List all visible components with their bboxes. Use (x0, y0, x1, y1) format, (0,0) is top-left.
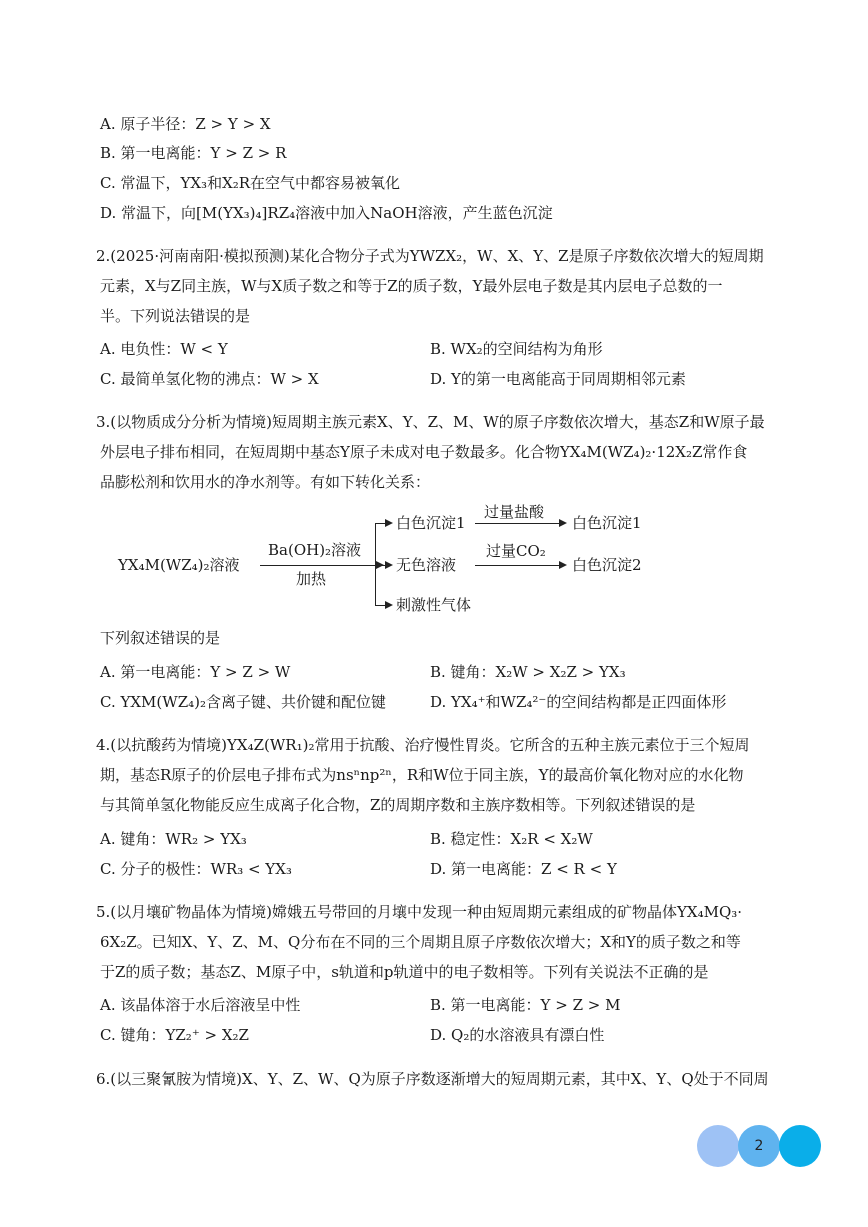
q3-option-c: C. YXM(WZ₄)₂含离子键、共价键和配位键 (100, 693, 386, 711)
q1-option-b: B. 第一电离能：Y > Z > R (100, 144, 287, 162)
q2-stem-line3: 半。下列说法错误的是 (100, 307, 251, 325)
diagram-step2-reagent: 过量CO₂ (486, 542, 546, 560)
q3-stem-line3: 品膨松剂和饮用水的净水剂等。有如下转化关系： (100, 473, 431, 491)
diagram-reagent-top: Ba(OH)₂溶液 (268, 541, 362, 559)
q4-stem-line1: 4.(以抗酸药为情境)YX₄Z(WR₁)₂常用于抗酸、治疗慢性胃炎。它所含的五种主族元素位于三个短周 (96, 736, 750, 754)
q4-option-b: B. 稳定性：X₂R < X₂W (430, 830, 593, 848)
diagram-step1-reagent: 过量盐酸 (484, 503, 545, 521)
q4-stem-line2: 期，基态R原子的价层电子排布式为nsⁿnp²ⁿ，R和W位于同主族，Y的最高价氧化物对应的水化物 (100, 766, 744, 784)
diagram-branch1: 白色沉淀1 (396, 514, 466, 532)
q5-option-c: C. 键角：YZ₂⁺ > X₂Z (100, 1026, 249, 1044)
q5-stem-line2: 6X₂Z。已知X、Y、Z、M、Q分布在不同的三个周期且原子序数依次增大；X和Y的质子数之和等 (100, 933, 741, 951)
diagram-branch3: 刺激性气体 (396, 596, 472, 614)
q4-option-a: A. 键角：WR₂ > YX₃ (100, 830, 247, 848)
diagram-reagent-bottom: 加热 (296, 570, 327, 588)
diagram-step2-product: 白色沉淀2 (572, 556, 642, 574)
q1-option-a: A. 原子半径：Z > Y > X (100, 115, 271, 133)
q5-option-b: B. 第一电离能：Y > Z > M (430, 996, 621, 1014)
diagram-branch2: 无色溶液 (396, 556, 457, 574)
q3-prompt: 下列叙述错误的是 (100, 629, 221, 647)
q2-option-d: D. Y的第一电离能高于同周期相邻元素 (430, 370, 686, 388)
q2-stem-line1: 2.(2025·河南南阳·模拟预测)某化合物分子式为YWZX₂，W、X、Y、Z是原子序数依次增大的短周期 (96, 247, 764, 265)
q3-stem-line1: 3.(以物质成分分析为情境)短周期主族元素X、Y、Z、M、W的原子序数依次增大，基态Z和W原子最 (96, 413, 765, 431)
badge-circle-left (697, 1125, 739, 1167)
q6-stem-line1: 6.(以三聚氰胺为情境)X、Y、Z、W、Q为原子序数逐渐增大的短周期元素，其中X、Y、Q处于不同周 (96, 1070, 769, 1088)
q1-option-d: D. 常温下，向[M(YX₃)₄]RZ₄溶液中加入NaOH溶液，产生蓝色沉淀 (100, 204, 553, 222)
q3-option-b: B. 键角：X₂W > X₂Z > YX₃ (430, 663, 626, 681)
q3-option-d: D. YX₄⁺和WZ₄²⁻的空间结构都是正四面体形 (430, 693, 727, 711)
diagram-branch2-arrow (382, 565, 391, 566)
q2-option-a: A. 电负性：W < Y (100, 340, 228, 358)
diagram-step1-product: 白色沉淀1 (572, 514, 642, 532)
diagram-branch1-arrow (375, 523, 391, 524)
q4-option-d: D. 第一电离能：Z < R < Y (430, 860, 617, 878)
q3-option-a: A. 第一电离能：Y > Z > W (100, 663, 291, 681)
q5-stem-line3: 于Z的质子数；基态Z、M原子中，s轨道和p轨道中的电子数相等。下列有关说法不正确的是 (100, 963, 709, 981)
diagram-branch3-arrow (375, 605, 391, 606)
q2-option-b: B. WX₂的空间结构为角形 (430, 340, 603, 358)
conversion-diagram (100, 505, 700, 625)
q5-stem-line1: 5.(以月壤矿物晶体为情境)嫦娥五号带回的月壤中发现一种由短周期元素组成的矿物晶体YX₄MQ₃· (96, 903, 743, 921)
diagram-start: YX₄M(WZ₄)₂溶液 (118, 556, 240, 574)
page-number: 2 (754, 1138, 764, 1154)
diagram-branch-line (375, 523, 376, 605)
q5-option-a: A. 该晶体溶于水后溶液呈中性 (100, 996, 301, 1014)
q2-stem-line2: 元素，X与Z同主族，W与X质子数之和等于Z的质子数，Y最外层电子数是其内层电子总数的一 (100, 277, 723, 295)
diagram-step1-arrow (475, 523, 565, 524)
q1-option-c: C. 常温下，YX₃和X₂R在空气中都容易被氧化 (100, 174, 401, 192)
q4-stem-line3: 与其简单氢化物能反应生成离子化合物，Z的周期序数和主族序数相等。下列叙述错误的是 (100, 796, 696, 814)
diagram-main-arrow (260, 565, 382, 566)
badge-circle-right (779, 1125, 821, 1167)
q2-option-c: C. 最简单氢化物的沸点：W > X (100, 370, 319, 388)
q3-stem-line2: 外层电子排布相同，在短周期中基态Y原子未成对电子数最多。化合物YX₄M(WZ₄)₂·12X₂Z常作食 (100, 443, 748, 461)
q5-option-d: D. Q₂的水溶液具有漂白性 (430, 1026, 605, 1044)
diagram-step2-arrow (475, 565, 565, 566)
q4-option-c: C. 分子的极性：WR₃ < YX₃ (100, 860, 292, 878)
page-number-badge (697, 1125, 821, 1167)
